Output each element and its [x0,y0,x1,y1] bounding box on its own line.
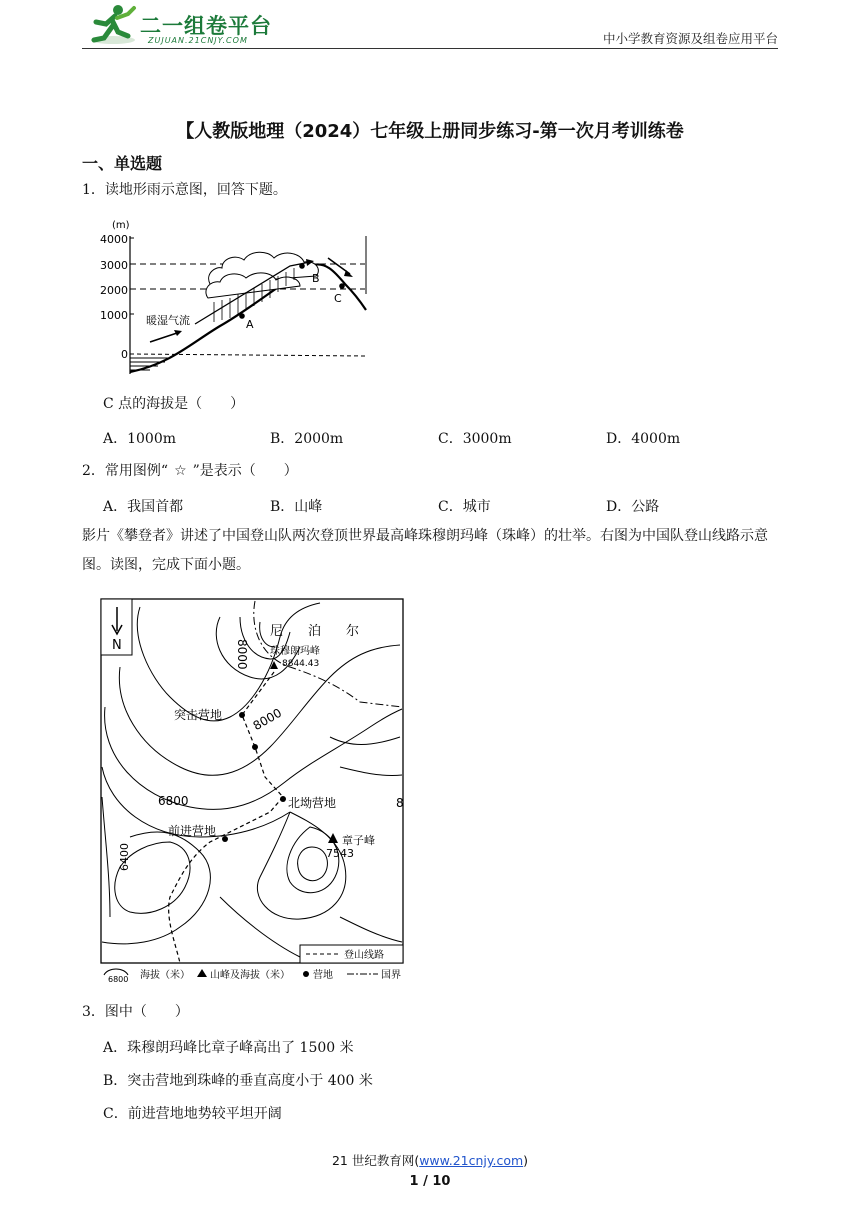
header-divider [82,48,778,49]
point-a-label: A [246,318,254,331]
advance-camp-marker [222,836,228,842]
q2-option-b[interactable]: B．山峰 [270,499,323,515]
q3-option-c[interactable]: C．前进营地地势较平坦开阔 [103,1106,282,1122]
legend-camp-icon [303,971,309,977]
question-1-stem: 1．读地形雨示意图，回答下题。 [82,182,287,198]
q3-option-b[interactable]: B．突击营地到珠峰的垂直高度小于 400 米 [103,1073,373,1089]
nepal-char-2: 泊 [308,624,322,639]
route-camp-marker [252,744,258,750]
legend-contour-value: 6800 [108,975,129,984]
point-c-label: C [334,292,342,305]
logo-subtitle: ZUJUAN.21CNJY.COM [148,36,248,45]
q3-option-a[interactable]: A．珠穆朗玛峰比章子峰高出了 1500 米 [103,1040,354,1056]
changtse-height: 7543 [326,847,354,860]
orographic-rain-diagram [100,214,372,376]
q2-option-a[interactable]: A．我国首都 [103,499,184,515]
legend-camp-label: 营地 [313,970,333,981]
q1-option-b[interactable]: B．2000m [270,431,344,447]
star-symbol-icon: ☆ [174,463,187,479]
question-3-stem: 3．图中（ ） [82,1004,189,1020]
edge-contour-label: 8 [396,796,404,810]
legend-contour-label: 海拔（米） [140,970,190,981]
y-tick-0: 0 [121,348,128,361]
advance-camp-label: 前进营地 [168,824,217,838]
question-1-substem: C 点的海拔是（ ） [103,396,245,412]
point-b-label: B [312,272,320,285]
north-arrow-label: N [112,638,122,653]
legend-border-label: 国界 [381,970,401,981]
assault-camp-label: 突击营地 [174,708,223,722]
north-col-camp-label: 北坳营地 [288,796,337,810]
q1-option-d[interactable]: D．4000m [606,431,681,447]
contour-8000-label-a: 8000 [235,639,249,670]
y-tick-4000: 4000 [100,233,128,246]
nepal-char-1: 尼 [270,624,284,639]
q1-option-c[interactable]: C．3000m [438,431,512,447]
diagram-unit-label: (m) [112,220,130,231]
q2-option-c[interactable]: C．城市 [438,499,491,515]
everest-name: 珠穆朗玛峰 [270,646,320,657]
page-number: 1 / 10 [409,1174,451,1189]
q1-option-a[interactable]: A．1000m [103,431,177,447]
reading-passage: 影片《攀登者》讲述了中国登山队两次登顶世界最高峰珠穆朗玛峰（珠峰）的壮举。右图为中国队登山线路示意图。读图，完成下面小题。 [82,528,768,573]
footer-source [0,1151,860,1169]
footer-link[interactable]: www.21cnjy.com [419,1153,524,1168]
question-2-stem [82,461,298,481]
platform-name: 中小学教育资源及组卷应用平台 [602,31,778,46]
q2-stem-after: ”是表示（ ） [192,463,298,479]
contour-8000-label-b: 8000 [250,705,285,734]
legend-peak-label: 山峰及海拔（米） [210,970,290,981]
changtse-name: 章子峰 [342,834,375,847]
q2-option-d[interactable]: D．公路 [606,499,660,515]
header [0,0,860,52]
section-heading: 一、单选题 [82,154,163,173]
assault-camp-marker [239,712,245,718]
y-tick-2000: 2000 [100,284,128,297]
logo-text: 二一组卷平台 [140,14,272,38]
logo-runner-icon [88,2,138,46]
footer-prefix: 21 世纪教育网( [331,1153,420,1168]
north-col-camp-marker [280,796,286,802]
everest-height: 8844.43 [282,659,320,669]
footer-suffix: ) [523,1153,529,1168]
page-title: 【人教版地理（2024）七年级上册同步练习-第一次月考训练卷 [176,121,684,142]
climbing-route-map [100,597,406,989]
y-tick-1000: 1000 [100,309,128,322]
q2-stem-before: 2．常用图例“ [82,463,169,479]
airflow-label: 暖湿气流 [146,314,190,327]
nepal-char-3: 尔 [346,624,360,639]
legend-peak-icon [197,969,207,977]
y-tick-3000: 3000 [100,259,128,272]
contour-6400-label: 6400 [118,843,131,871]
route-legend-label: 登山线路 [344,950,384,961]
contour-6800-label: 6800 [158,794,189,808]
